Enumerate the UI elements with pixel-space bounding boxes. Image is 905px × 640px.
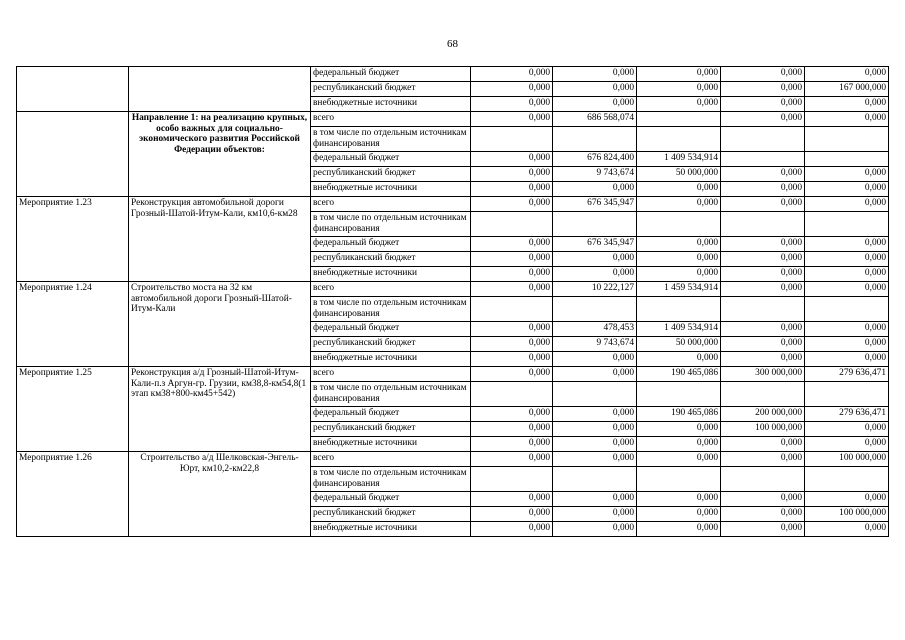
- amount-cell: [805, 127, 889, 152]
- amount-cell: 0,000: [553, 67, 637, 82]
- amount-cell: 676 345,947: [553, 237, 637, 252]
- amount-cell: [805, 152, 889, 167]
- amount-cell: 0,000: [637, 452, 721, 467]
- event-name-cell: [129, 67, 311, 112]
- amount-cell: 0,000: [721, 507, 805, 522]
- amount-cell: 0,000: [471, 167, 553, 182]
- amount-cell: 10 222,127: [553, 282, 637, 297]
- amount-cell: 0,000: [721, 182, 805, 197]
- amount-cell: 0,000: [553, 97, 637, 112]
- amount-cell: [805, 297, 889, 322]
- amount-cell: 0,000: [471, 322, 553, 337]
- funding-source-cell: республиканский бюджет: [311, 337, 471, 352]
- amount-cell: 0,000: [805, 267, 889, 282]
- amount-cell: 9 743,674: [553, 337, 637, 352]
- budget-table-body: [17, 67, 889, 537]
- amount-cell: 300 000,000: [721, 367, 805, 382]
- funding-source-cell: в том числе по отдельным источникам финансирования: [311, 382, 471, 407]
- amount-cell: 0,000: [471, 507, 553, 522]
- amount-cell: [637, 467, 721, 492]
- amount-cell: 50 000,000: [637, 167, 721, 182]
- amount-cell: 0,000: [637, 197, 721, 212]
- amount-cell: 0,000: [721, 82, 805, 97]
- amount-cell: 0,000: [805, 282, 889, 297]
- amount-cell: 9 743,674: [553, 167, 637, 182]
- amount-cell: 0,000: [553, 452, 637, 467]
- funding-source-cell: в том числе по отдельным источникам финансирования: [311, 127, 471, 152]
- event-number-cell: [17, 67, 129, 112]
- amount-cell: 0,000: [637, 507, 721, 522]
- amount-cell: 0,000: [805, 97, 889, 112]
- amount-cell: 0,000: [637, 422, 721, 437]
- amount-cell: 0,000: [721, 67, 805, 82]
- amount-cell: 0,000: [805, 322, 889, 337]
- amount-cell: 0,000: [471, 437, 553, 452]
- funding-source-cell: всего: [311, 367, 471, 382]
- amount-cell: 0,000: [805, 167, 889, 182]
- amount-cell: [721, 467, 805, 492]
- amount-cell: 0,000: [553, 422, 637, 437]
- amount-cell: [471, 297, 553, 322]
- funding-source-cell: федеральный бюджет: [311, 67, 471, 82]
- amount-cell: [721, 212, 805, 237]
- amount-cell: 0,000: [721, 97, 805, 112]
- amount-cell: 0,000: [637, 492, 721, 507]
- funding-source-cell: федеральный бюджет: [311, 407, 471, 422]
- amount-cell: 0,000: [805, 492, 889, 507]
- amount-cell: [637, 212, 721, 237]
- amount-cell: 0,000: [471, 337, 553, 352]
- amount-cell: 50 000,000: [637, 337, 721, 352]
- amount-cell: 100 000,000: [721, 422, 805, 437]
- amount-cell: [721, 297, 805, 322]
- funding-source-cell: внебюджетные источники: [311, 267, 471, 282]
- amount-cell: 0,000: [553, 522, 637, 537]
- amount-cell: 0,000: [637, 437, 721, 452]
- amount-cell: [471, 467, 553, 492]
- funding-source-cell: всего: [311, 197, 471, 212]
- amount-cell: 0,000: [471, 67, 553, 82]
- amount-cell: 0,000: [471, 522, 553, 537]
- amount-cell: 0,000: [553, 267, 637, 282]
- amount-cell: [471, 127, 553, 152]
- amount-cell: [805, 467, 889, 492]
- event-name-cell: Строительство а/д Шелковская-Энгель-Юрт, км10,2-км22,8: [129, 452, 311, 537]
- funding-source-cell: республиканский бюджет: [311, 507, 471, 522]
- amount-cell: 190 465,086: [637, 407, 721, 422]
- amount-cell: 0,000: [471, 112, 553, 127]
- amount-cell: 0,000: [553, 507, 637, 522]
- amount-cell: 0,000: [805, 197, 889, 212]
- amount-cell: 0,000: [553, 492, 637, 507]
- amount-cell: 0,000: [637, 182, 721, 197]
- amount-cell: 0,000: [471, 367, 553, 382]
- amount-cell: 190 465,086: [637, 367, 721, 382]
- amount-cell: 0,000: [471, 282, 553, 297]
- amount-cell: 0,000: [471, 97, 553, 112]
- table-row: [17, 197, 889, 212]
- funding-source-cell: в том числе по отдельным источникам финансирования: [311, 467, 471, 492]
- amount-cell: 1 409 534,914: [637, 152, 721, 167]
- amount-cell: 0,000: [637, 97, 721, 112]
- amount-cell: 0,000: [471, 237, 553, 252]
- amount-cell: 0,000: [805, 182, 889, 197]
- amount-cell: 0,000: [805, 437, 889, 452]
- amount-cell: 0,000: [637, 252, 721, 267]
- amount-cell: 0,000: [553, 352, 637, 367]
- funding-source-cell: внебюджетные источники: [311, 437, 471, 452]
- amount-cell: 0,000: [721, 322, 805, 337]
- amount-cell: 0,000: [721, 197, 805, 212]
- funding-source-cell: всего: [311, 282, 471, 297]
- table-row: [17, 282, 889, 297]
- amount-cell: 0,000: [471, 492, 553, 507]
- amount-cell: 0,000: [721, 492, 805, 507]
- amount-cell: 0,000: [721, 352, 805, 367]
- amount-cell: 0,000: [721, 267, 805, 282]
- amount-cell: 686 568,074: [553, 112, 637, 127]
- amount-cell: 0,000: [471, 452, 553, 467]
- event-name-cell: Реконструкция автомобильной дороги Грозный-Шатой-Итум-Кали, км10,6-км28: [129, 197, 311, 282]
- amount-cell: 1 459 534,914: [637, 282, 721, 297]
- amount-cell: [637, 127, 721, 152]
- amount-cell: [637, 382, 721, 407]
- amount-cell: 676 824,400: [553, 152, 637, 167]
- amount-cell: 0,000: [637, 352, 721, 367]
- page-number: 68: [447, 38, 458, 50]
- amount-cell: 0,000: [553, 252, 637, 267]
- amount-cell: 0,000: [637, 82, 721, 97]
- funding-source-cell: внебюджетные источники: [311, 352, 471, 367]
- event-number-cell: Мероприятие 1.24: [17, 282, 129, 367]
- amount-cell: 100 000,000: [805, 452, 889, 467]
- amount-cell: 478,453: [553, 322, 637, 337]
- amount-cell: [637, 297, 721, 322]
- table-row: [17, 452, 889, 467]
- amount-cell: 0,000: [553, 437, 637, 452]
- table-row: [17, 367, 889, 382]
- event-name-cell: Реконструкция а/д Грозный-Шатой-Итум-Кали-п.з Аргун-гр. Грузии, км38,8-км54,8(1 этап км38+800-км45+542): [129, 367, 311, 452]
- amount-cell: 0,000: [471, 197, 553, 212]
- amount-cell: [805, 212, 889, 237]
- amount-cell: 167 000,000: [805, 82, 889, 97]
- amount-cell: 0,000: [471, 407, 553, 422]
- amount-cell: 0,000: [721, 452, 805, 467]
- amount-cell: 0,000: [721, 237, 805, 252]
- amount-cell: 0,000: [805, 352, 889, 367]
- funding-source-cell: всего: [311, 452, 471, 467]
- amount-cell: [721, 152, 805, 167]
- amount-cell: 1 409 534,914: [637, 322, 721, 337]
- amount-cell: 0,000: [471, 82, 553, 97]
- funding-source-cell: республиканский бюджет: [311, 167, 471, 182]
- amount-cell: 0,000: [721, 252, 805, 267]
- table-row: [17, 67, 889, 82]
- amount-cell: [471, 382, 553, 407]
- amount-cell: 0,000: [721, 437, 805, 452]
- amount-cell: 0,000: [805, 252, 889, 267]
- amount-cell: [805, 382, 889, 407]
- event-name-cell: Строительство моста на 32 км автомобильной дороги Грозный-Шатой-Итум-Кали: [129, 282, 311, 367]
- amount-cell: 0,000: [805, 337, 889, 352]
- event-number-cell: Мероприятие 1.26: [17, 452, 129, 537]
- table-row: [17, 112, 889, 127]
- amount-cell: 0,000: [471, 422, 553, 437]
- amount-cell: 0,000: [805, 237, 889, 252]
- amount-cell: 0,000: [805, 422, 889, 437]
- amount-cell: 0,000: [471, 252, 553, 267]
- event-name-cell: Направление 1: на реализацию крупных, особо важных для социально-экономического развития Российской Федерации объектов:: [129, 112, 311, 197]
- amount-cell: 0,000: [553, 367, 637, 382]
- amount-cell: 279 636,471: [805, 407, 889, 422]
- amount-cell: [553, 212, 637, 237]
- funding-source-cell: в том числе по отдельным источникам финансирования: [311, 212, 471, 237]
- amount-cell: 0,000: [805, 522, 889, 537]
- amount-cell: 0,000: [637, 237, 721, 252]
- event-number-cell: Мероприятие 1.23: [17, 197, 129, 282]
- funding-source-cell: в том числе по отдельным источникам финансирования: [311, 297, 471, 322]
- funding-source-cell: всего: [311, 112, 471, 127]
- funding-source-cell: республиканский бюджет: [311, 252, 471, 267]
- amount-cell: 0,000: [805, 67, 889, 82]
- amount-cell: 0,000: [637, 67, 721, 82]
- amount-cell: 676 345,947: [553, 197, 637, 212]
- amount-cell: [721, 127, 805, 152]
- amount-cell: 0,000: [721, 167, 805, 182]
- amount-cell: 0,000: [805, 112, 889, 127]
- funding-source-cell: республиканский бюджет: [311, 422, 471, 437]
- amount-cell: [553, 127, 637, 152]
- amount-cell: 0,000: [471, 352, 553, 367]
- amount-cell: 0,000: [553, 407, 637, 422]
- event-number-cell: Мероприятие 1.25: [17, 367, 129, 452]
- funding-source-cell: федеральный бюджет: [311, 237, 471, 252]
- amount-cell: 279 636,471: [805, 367, 889, 382]
- funding-source-cell: внебюджетные источники: [311, 522, 471, 537]
- amount-cell: [553, 297, 637, 322]
- amount-cell: [721, 382, 805, 407]
- funding-source-cell: республиканский бюджет: [311, 82, 471, 97]
- amount-cell: 0,000: [553, 82, 637, 97]
- amount-cell: 0,000: [721, 337, 805, 352]
- funding-source-cell: внебюджетные источники: [311, 182, 471, 197]
- amount-cell: 0,000: [637, 522, 721, 537]
- funding-source-cell: федеральный бюджет: [311, 152, 471, 167]
- amount-cell: 0,000: [553, 182, 637, 197]
- amount-cell: 0,000: [471, 267, 553, 282]
- amount-cell: 100 000,000: [805, 507, 889, 522]
- amount-cell: 0,000: [721, 282, 805, 297]
- amount-cell: [553, 467, 637, 492]
- amount-cell: [471, 212, 553, 237]
- amount-cell: [553, 382, 637, 407]
- budget-table: [16, 66, 889, 537]
- amount-cell: 200 000,000: [721, 407, 805, 422]
- funding-source-cell: федеральный бюджет: [311, 492, 471, 507]
- event-number-cell: [17, 112, 129, 197]
- funding-source-cell: внебюджетные источники: [311, 97, 471, 112]
- amount-cell: 0,000: [471, 182, 553, 197]
- amount-cell: 0,000: [637, 267, 721, 282]
- funding-source-cell: федеральный бюджет: [311, 322, 471, 337]
- amount-cell: 0,000: [721, 522, 805, 537]
- amount-cell: [637, 112, 721, 127]
- amount-cell: 0,000: [471, 152, 553, 167]
- amount-cell: 0,000: [721, 112, 805, 127]
